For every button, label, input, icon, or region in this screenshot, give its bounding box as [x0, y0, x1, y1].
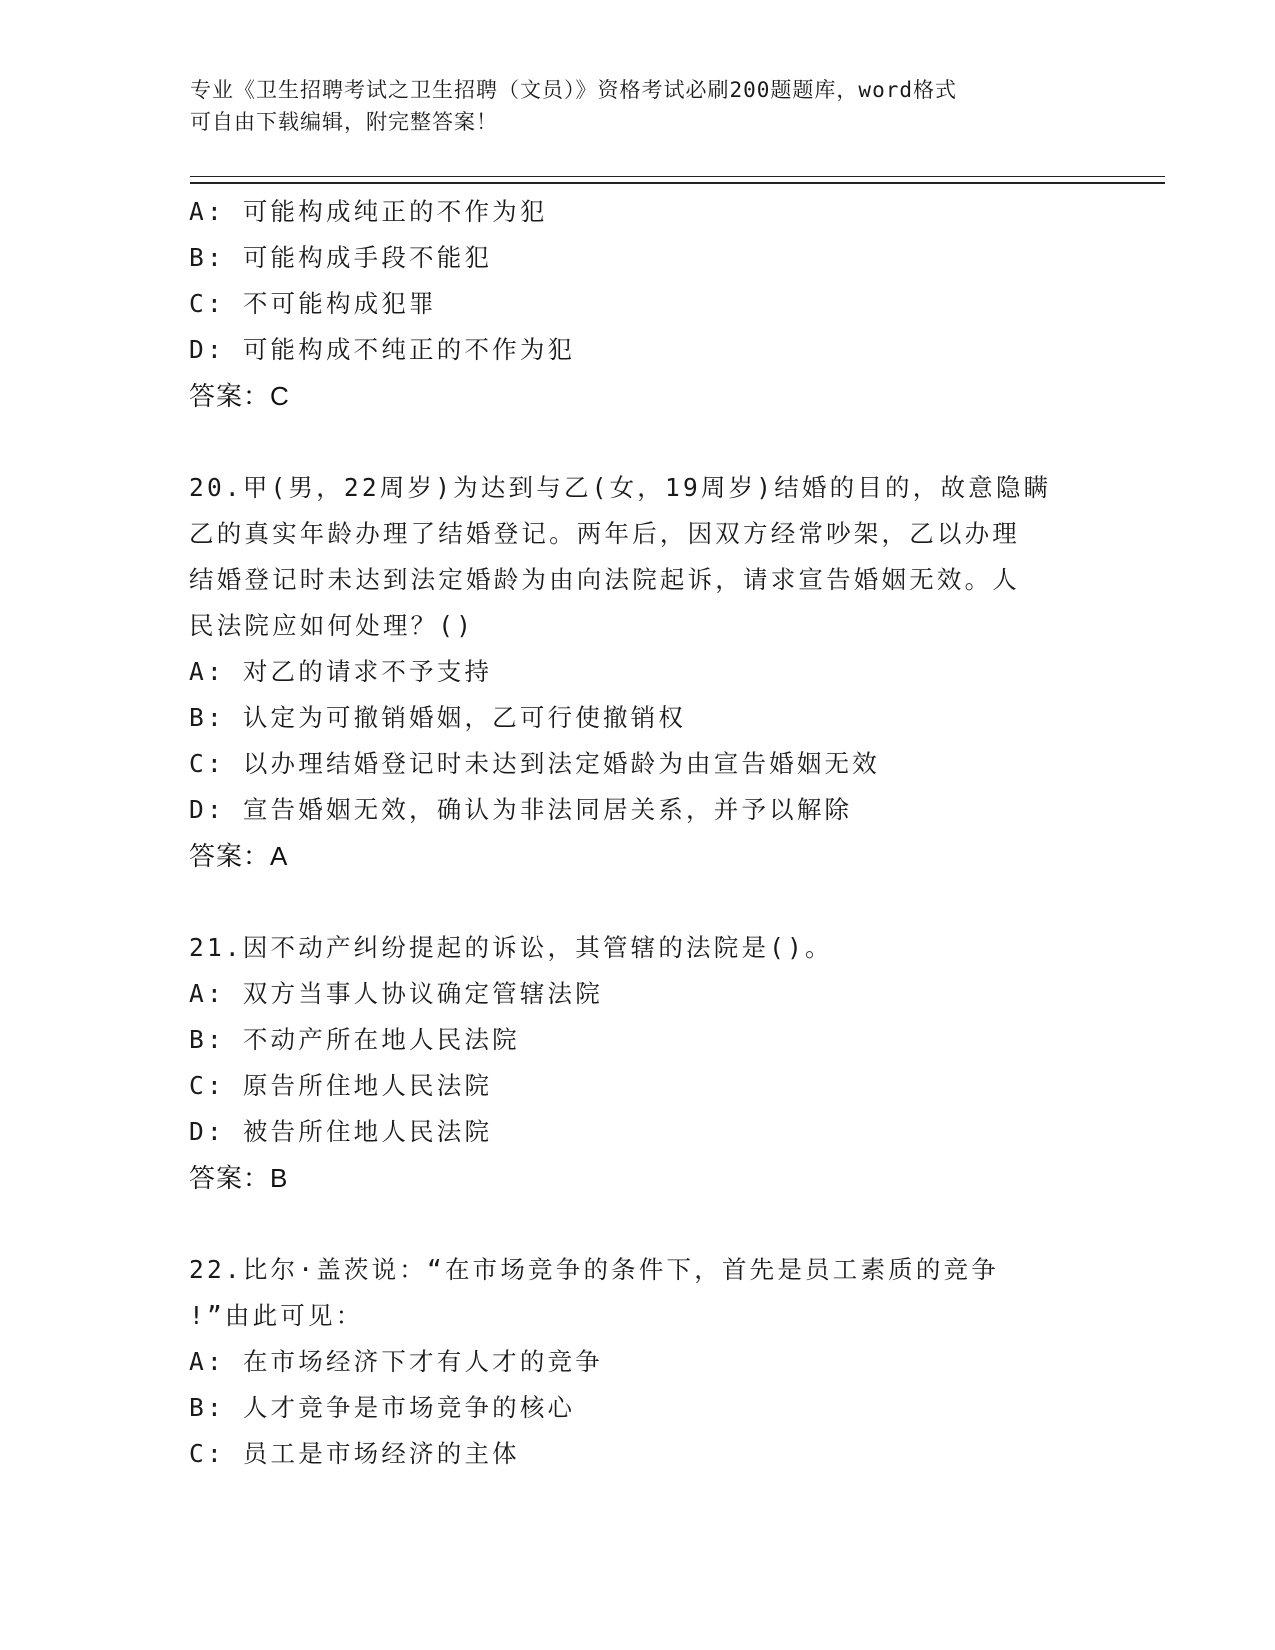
option-line: A: 双方当事人协议确定管辖法院	[189, 979, 603, 1008]
question-block	[189, 1247, 1129, 1477]
option-line: C: 员工是市场经济的主体	[189, 1439, 520, 1468]
answer-line: 答案：C	[189, 381, 290, 411]
block-spacer	[189, 879, 1129, 925]
question-text-line: !”由此可见：	[189, 1301, 364, 1330]
option-line: B: 不动产所在地人民法院	[189, 1025, 520, 1054]
option-line: A: 对乙的请求不予支持	[189, 657, 493, 686]
header-divider-thick	[190, 182, 1165, 184]
option-line: C: 不可能构成犯罪	[189, 289, 437, 318]
option-line: D: 被告所住地人民法院	[189, 1117, 493, 1146]
header-divider-thin	[190, 176, 1165, 177]
header-line-2: 可自由下载编辑，附完整答案！	[190, 110, 498, 134]
option-line: B: 人才竞争是市场竞争的核心	[189, 1393, 576, 1422]
question-text-line: 22.比尔·盖茨说：“在市场竞争的条件下，首先是员工素质的竞争	[189, 1255, 999, 1284]
option-line: A: 可能构成纯正的不作为犯	[189, 197, 548, 226]
question-text-line: 民法院应如何处理？()	[189, 611, 475, 640]
option-line: B: 可能构成手段不能犯	[189, 243, 493, 272]
question-block	[189, 925, 1129, 1201]
question-block	[189, 465, 1129, 879]
question-text-line: 结婚登记时未达到法定婚龄为由向法院起诉，请求宣告婚姻无效。人	[189, 565, 1020, 594]
question-block	[189, 189, 1129, 419]
option-line: C: 以办理结婚登记时未达到法定婚龄为由宣告婚姻无效	[189, 749, 880, 778]
block-spacer	[189, 419, 1129, 465]
option-line: D: 宣告婚姻无效，确认为非法同居关系，并予以解除	[189, 795, 853, 824]
header-line-1: 专业《卫生招聘考试之卫生招聘（文员）》资格考试必刷200题题库，word格式	[190, 78, 957, 102]
option-line: C: 原告所住地人民法院	[189, 1071, 493, 1100]
option-line: A: 在市场经济下才有人才的竞争	[189, 1347, 603, 1376]
document-header	[190, 74, 1090, 138]
block-spacer	[189, 1201, 1129, 1247]
question-text-line: 21.因不动产纠纷提起的诉讼，其管辖的法院是()。	[189, 933, 833, 962]
question-list	[189, 189, 1129, 1477]
question-text-line: 乙的真实年龄办理了结婚登记。两年后，因双方经常吵架，乙以办理	[189, 519, 1020, 548]
question-text-line: 20.甲(男，22周岁)为达到与乙(女，19周岁)结婚的目的，故意隐瞒	[189, 473, 1052, 502]
answer-line: 答案：A	[189, 841, 289, 871]
option-line: D: 可能构成不纯正的不作为犯	[189, 335, 576, 364]
option-line: B: 认定为可撤销婚姻，乙可行使撤销权	[189, 703, 687, 732]
answer-line: 答案：B	[189, 1163, 289, 1193]
